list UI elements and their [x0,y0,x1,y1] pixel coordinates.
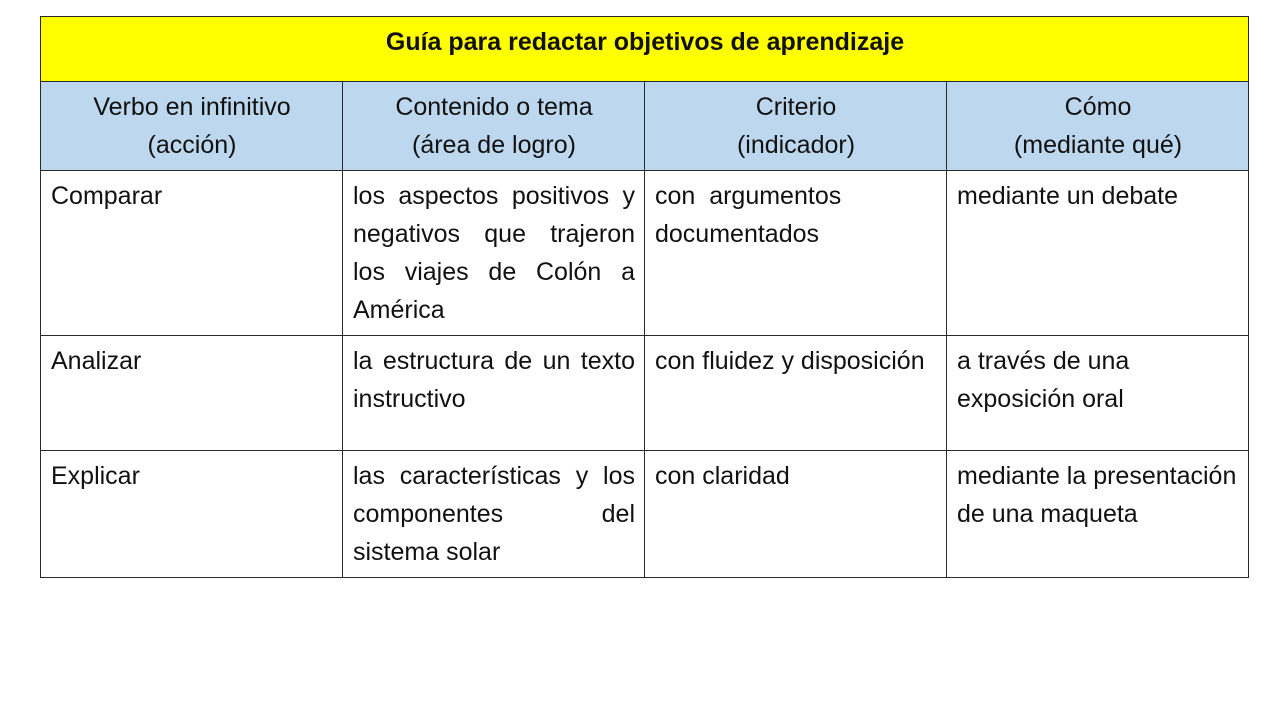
table-title: Guía para redactar objetivos de aprendizaje [41,17,1249,82]
cell-content: las características y los componentes del sistema solar [343,451,645,578]
objectives-guide-table [40,16,1249,578]
header-how [947,82,1249,171]
table-row [41,451,1249,578]
header-how-line2: (mediante qué) [1013,131,1183,159]
cell-criterion: con claridad [645,451,947,578]
header-content-line2: (área de logro) [412,131,576,159]
table-row [41,336,1249,451]
cell-how: mediante un debate [947,171,1249,336]
header-verb-line1: Verbo en infinitivo [93,93,291,121]
header-row [41,82,1249,171]
cell-content: los aspectos positivos y negativos que trajeron los viajes de Colón a América [343,171,645,336]
cell-verb: Explicar [41,451,343,578]
header-content-line1: Contenido o tema [395,93,593,121]
cell-criterion: con argumentos documentados [645,171,947,336]
cell-verb: Analizar [41,336,343,451]
cell-how: mediante la presentación de una maqueta [947,451,1249,578]
table-row [41,171,1249,336]
cell-criterion: con fluidez y disposición [645,336,947,451]
header-criterion-line2: (indicador) [736,131,856,159]
header-verb-line2: (acción) [147,131,237,159]
header-verb [41,82,343,171]
header-criterion-line1: Criterio [755,93,837,121]
cell-content: la estructura de un texto instructivo [343,336,645,451]
header-criterion [645,82,947,171]
header-how-line1: Cómo [1064,93,1132,121]
title-row [41,17,1249,82]
cell-how: a través de una exposición oral [947,336,1249,451]
header-content [343,82,645,171]
cell-verb: Comparar [41,171,343,336]
